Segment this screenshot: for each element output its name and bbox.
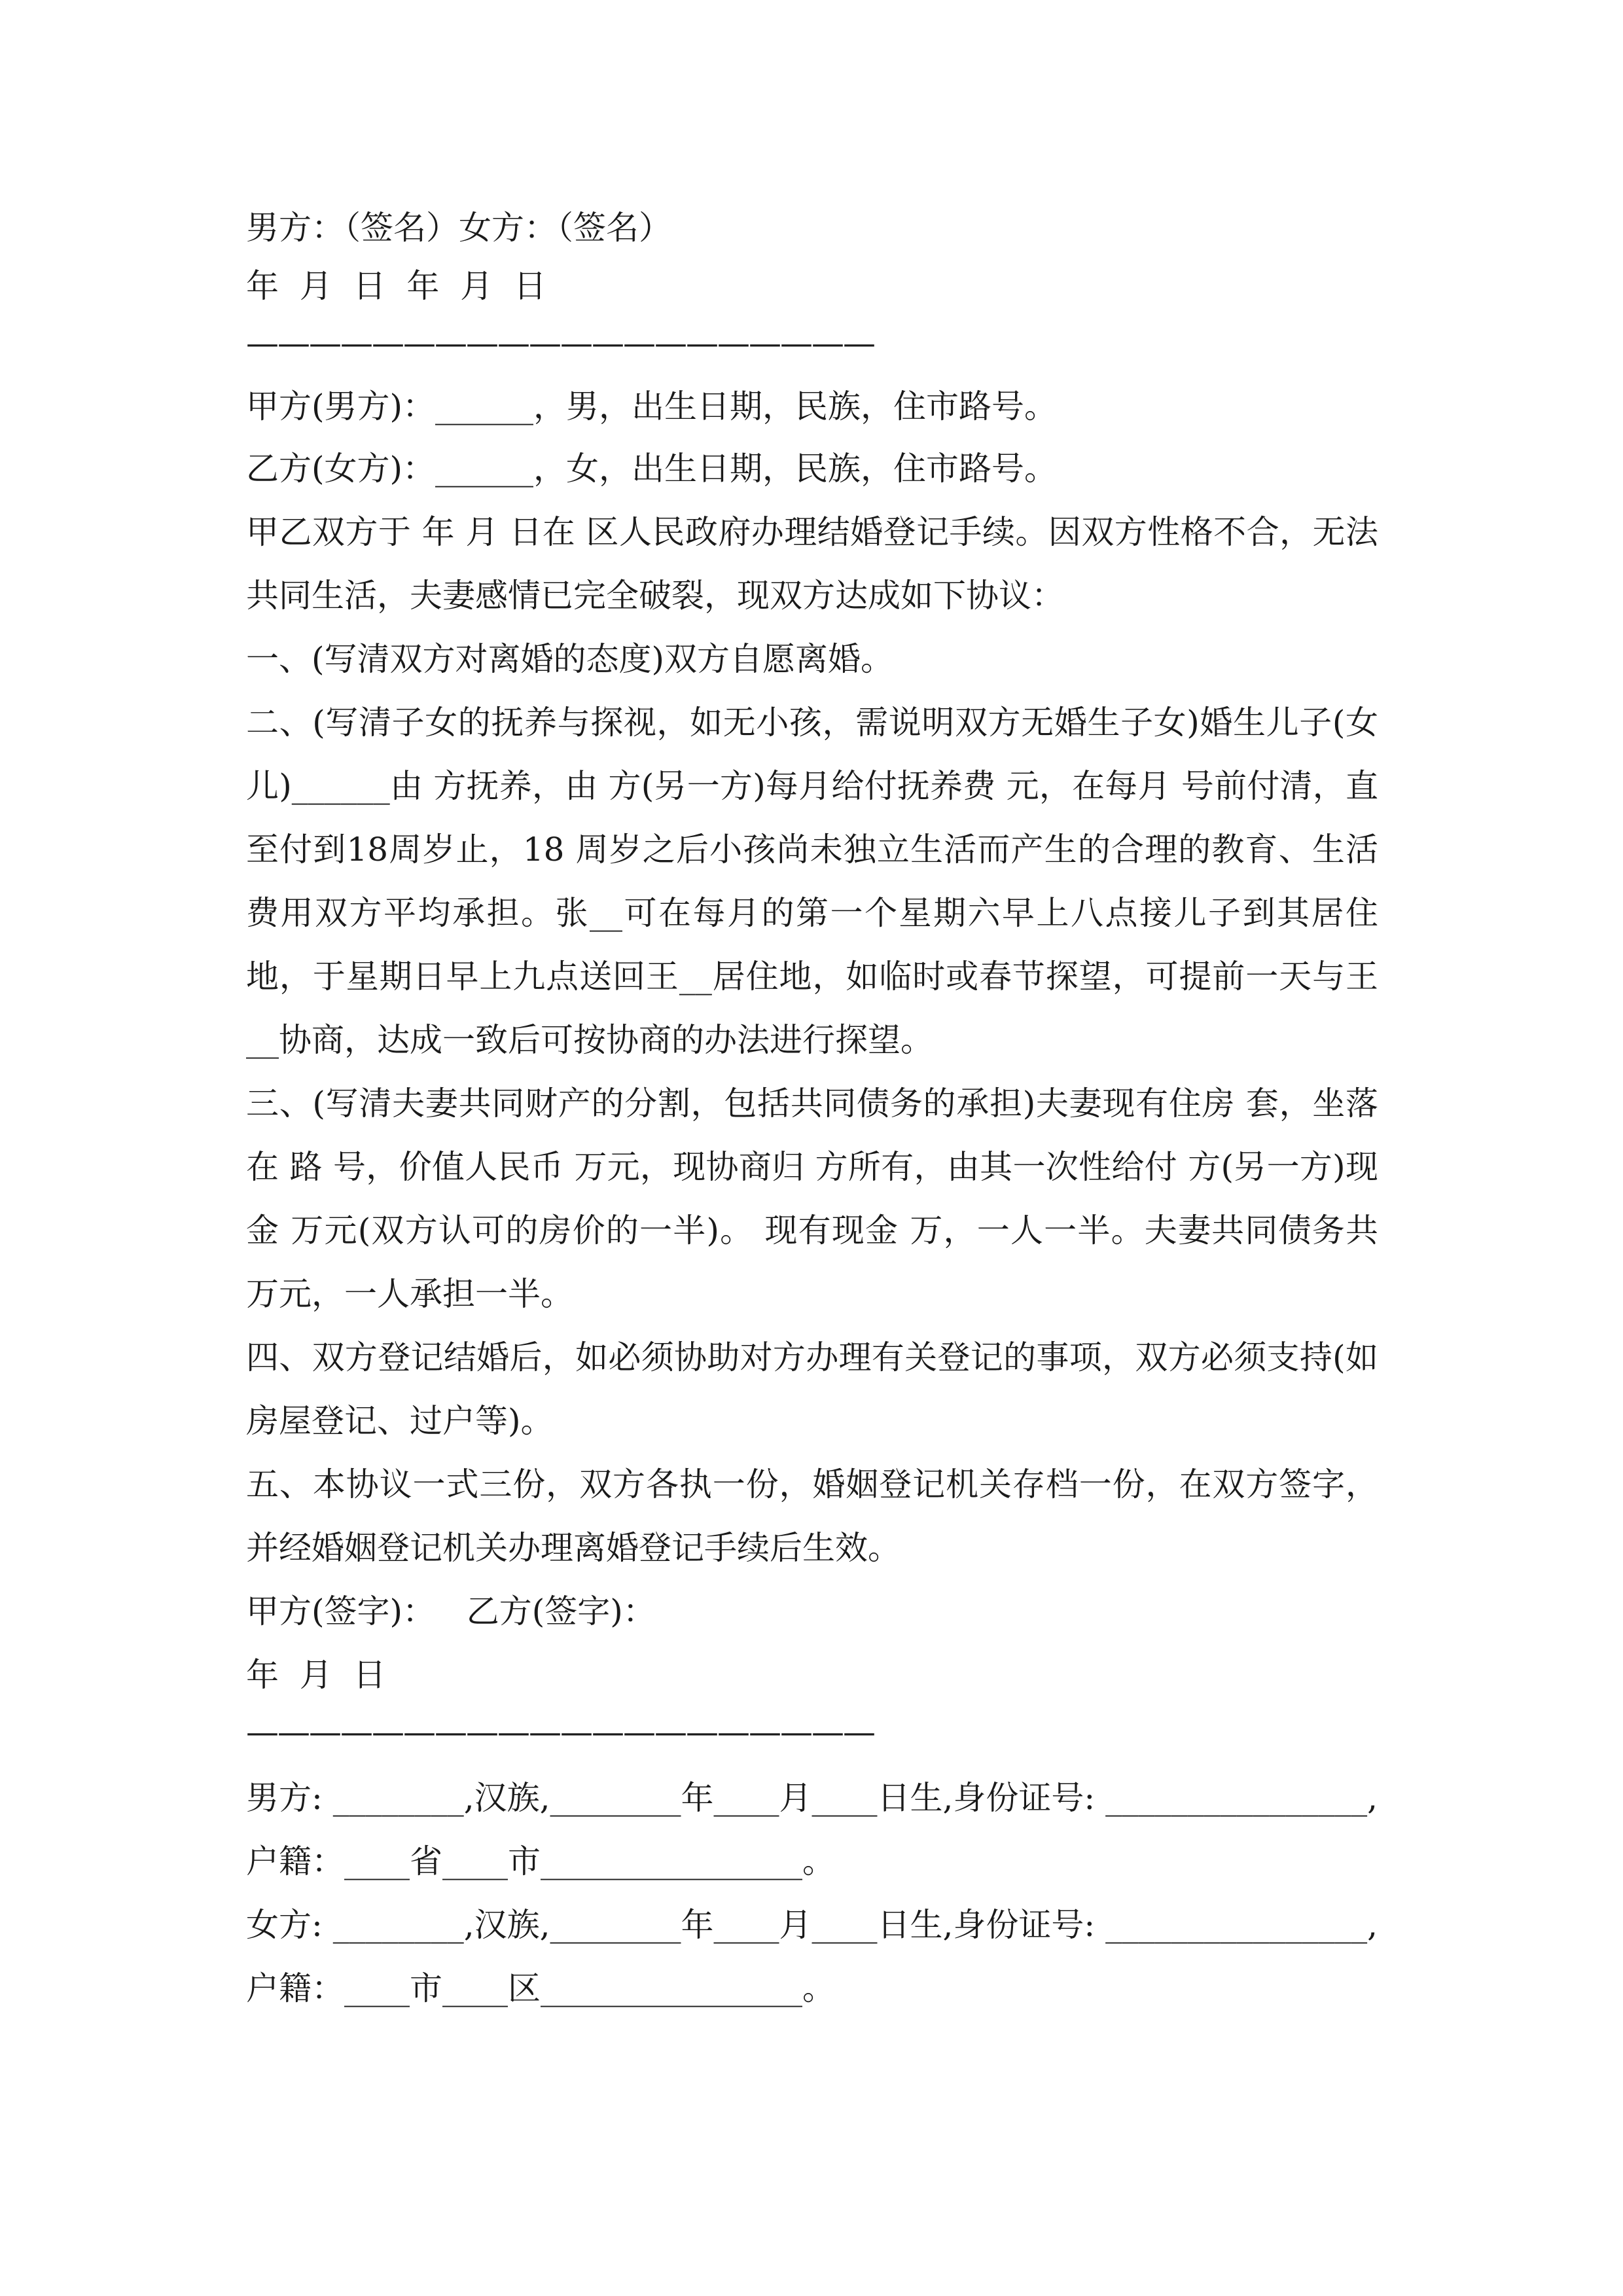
male-details: 男方: ________,汉族,________年____月____日生,身份证号: ________________, — [246, 1779, 1378, 1817]
party-b-info: 乙方(女方)：______，女，出生日期，民族，住市路号。 — [246, 450, 1058, 488]
clause-4: 四、双方登记结婚后，如必须协助对方办理有关登记的事项，双方必须支持(如房屋登记、过户等)。 — [246, 1338, 1378, 1440]
document-page — [246, 196, 1378, 2020]
clause-3: 三、(写清夫妻共同财产的分割，包括共同债务的承担)夫妻现有住房 套，坐落在 路 号，价值人民币 万元，现协商归 方所有，由其一次性给付 方(另一方)现金 万元(双方认可的房价的一半)。 现有现金 万，一人一半。夫妻共同债务共 万元，一人承担一半。 — [246, 1085, 1378, 1313]
signature-line: 男方：（签名）女方：（签名） — [246, 209, 671, 247]
signature-fields: 甲方(签字)： 乙方(签字)： — [246, 1592, 656, 1630]
clause-1: 一、(写清双方对离婚的态度)双方自愿离婚。 — [246, 640, 894, 678]
clause-5: 五、本协议一式三份，双方各执一份，婚姻登记机关存档一份，在双方签字，并经婚姻登记机关办理离婚登记手续后生效。 — [246, 1465, 1378, 1567]
female-details: 女方: ________,汉族,________年____月____日生,身份证号: ________________, — [246, 1906, 1378, 1944]
date-line: 年 月 日 年 月 日 — [246, 267, 546, 305]
party-a-info: 甲方(男方)：______，男，出生日期，民族，住市路号。 — [246, 387, 1058, 425]
separator-line-2: ———————————————————— — [246, 1713, 874, 1751]
female-household: 户籍：____市____区________________。 — [246, 1969, 835, 2007]
agreement-intro: 甲乙双方于 年 月 日在 区人民政府办理结婚登记手续。因双方性格不合，无法共同生活，夫妻感情已完全破裂，现双方达成如下协议： — [246, 513, 1378, 615]
signing-date: 年 月 日 — [246, 1656, 386, 1694]
male-household: 户籍：____省____市________________。 — [246, 1842, 835, 1880]
clause-2: 二、(写清子女的抚养与探视，如无小孩，需说明双方无婚生子女)婚生儿子(女儿)______由 方抚养，由 方(另一方)每月给付抚养费 元，在每月 号前付清，直至付到18周岁止，18 周岁之后小孩尚未独立生活而产生的合理的教育、生活费用双方平均承担。张__可在每月的第一个星期六早上八点接儿子到其居住地，于星期日早上九点送回王__居住地，如临时或春节探望，可提前一天与王__协商，达成一致后可按协商的办法进行探望。 — [246, 704, 1378, 1059]
separator-line: ———————————————————— — [246, 324, 874, 362]
